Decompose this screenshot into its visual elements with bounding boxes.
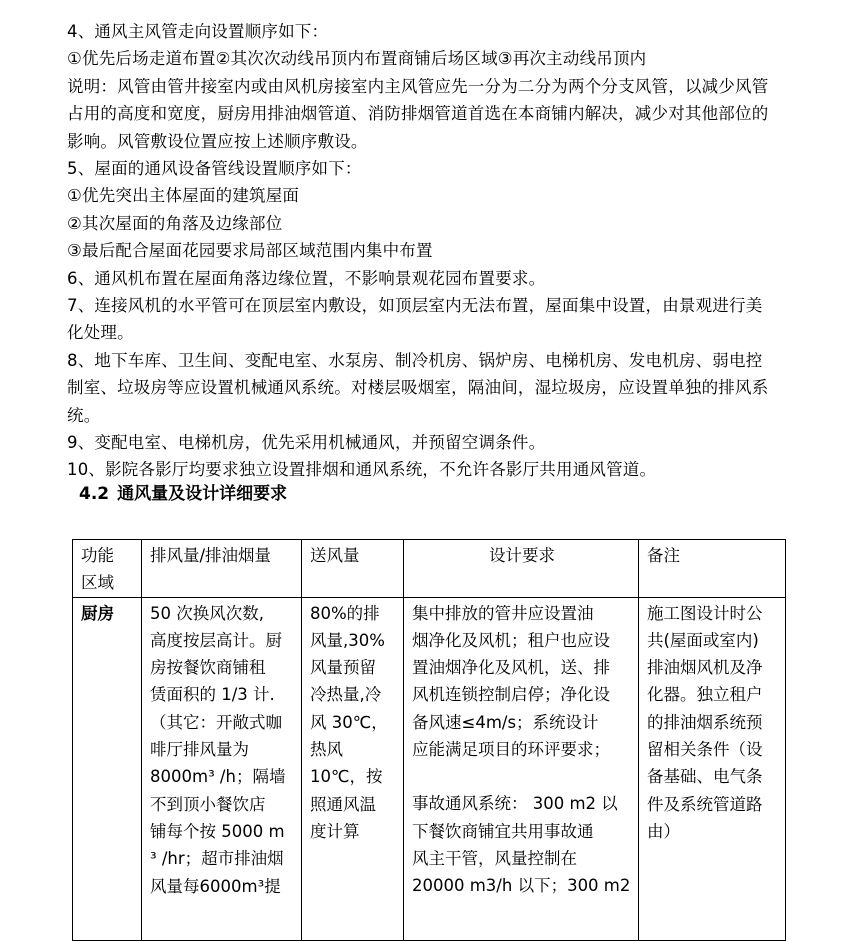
cell-text-line: 件及系统管道路	[647, 794, 763, 814]
cell-text-line: 风量,30%	[310, 630, 385, 650]
cell-text-line: 共(屋面或室内)	[647, 630, 759, 650]
header-supply-volume	[302, 540, 404, 598]
cell-remark	[639, 597, 786, 940]
cell-text-line: 的排油烟系统预	[647, 712, 763, 732]
text-line: ①优先突出主体屋面的建筑屋面	[67, 186, 300, 206]
cell-text-line: 照通风温	[310, 794, 376, 814]
cell-text-line: 备注	[647, 546, 680, 565]
text-line: 5、屋面的通风设备管线设置顺序如下：	[67, 159, 362, 178]
header-design-requirements	[404, 540, 639, 598]
cell-area-kitchen	[73, 597, 142, 940]
cell-text-line: 20000 m3/h 以下；300 m2	[412, 876, 631, 896]
text-line: ③最后配合屋面花园要求局部区域范围内集中布置	[67, 241, 433, 261]
paragraph-item-8	[67, 347, 793, 429]
paragraph-item-7	[67, 292, 793, 347]
paragraph-item-10	[67, 456, 793, 483]
cell-exhaust	[142, 597, 302, 940]
cell-text-line: 风量预留	[310, 658, 376, 678]
cell-text-line: 啡厅排风量为	[150, 740, 249, 760]
cell-text-line: 事故通风系统： 300 m2 以	[412, 794, 618, 814]
cell-text-line: 10℃，按	[310, 767, 383, 787]
cell-text-line: 热风	[310, 740, 343, 760]
cell-text-line: 风机连锁控制启停；净化设	[412, 685, 610, 705]
text-line: 4、通风主风管走向设置顺序如下：	[67, 22, 329, 41]
text-line: ①优先后场走道布置②其次次动线吊顶内布置商铺后场区域③再次主动线吊顶内	[67, 49, 647, 69]
cell-text-line: 由）	[647, 821, 680, 841]
cell-text-line: 不到顶小餐饮店	[150, 794, 266, 814]
cell-text-line: 排风量/排油烟量	[150, 546, 272, 565]
cell-text-line: 区域	[81, 573, 114, 593]
cell-text-line: 送风量	[310, 546, 360, 565]
header-function-area	[73, 540, 142, 598]
text-line: 7、连接风机的水平管可在顶层室内敷设，如顶层室内无法布置，屋面集中设置，由景观进行美	[67, 296, 763, 315]
cell-text-line: 50 次换风次数,	[150, 603, 264, 623]
text-line: ②其次屋面的角落及边缘部位	[67, 213, 283, 233]
ventilation-requirements-table	[72, 539, 786, 941]
cell-text-line: 化器。独立租户	[647, 685, 763, 705]
cell-text-line: 度计算	[310, 821, 360, 841]
cell-text-line: 风主干管，风量控制在	[412, 848, 577, 868]
paragraph-item-9	[67, 429, 793, 456]
text-line: 10、影院各影厅均要求独立设置排烟和通风系统，不允许各影厅共用通风管道。	[67, 460, 657, 480]
cell-text-line: 厨房	[81, 603, 114, 623]
section-heading	[79, 482, 287, 506]
cell-text-line: 冷热量,冷	[310, 685, 382, 705]
paragraph-item-6	[67, 265, 793, 292]
section-title: 通风量及设计详细要求	[117, 484, 288, 504]
paragraph-item-4	[67, 18, 793, 155]
cell-text-line: 高度按层高计。厨	[150, 630, 282, 650]
header-exhaust-volume	[142, 540, 302, 598]
table-row	[73, 597, 786, 940]
text-line: 化处理。	[67, 323, 134, 343]
cell-text-line: 铺每个按 5000 m	[150, 821, 285, 841]
cell-text-line: 排油烟风机及净	[647, 658, 763, 678]
cell-text-line: 风 30℃，	[310, 712, 388, 732]
text-line: 占用的高度和宽度，厨房用排油烟管道、消防排烟管道首选在本商铺内解决，减少对其他部位的	[67, 104, 769, 124]
cell-supply	[302, 597, 404, 940]
cell-text-line: （其它：开敞式咖	[150, 712, 282, 732]
cell-text-line: 备基础、电气条	[647, 767, 763, 787]
cell-text-line: 风量每6000m³提	[150, 876, 281, 896]
cell-text-line: 集中排放的管井应设置油	[412, 603, 594, 623]
paragraph-item-5	[67, 155, 793, 265]
cell-text-line: 备风速≤4m/s；系统设计	[412, 712, 599, 732]
table-header-row	[73, 540, 786, 598]
blank-line	[412, 763, 632, 790]
cell-text-line: 烟净化及风机；租户也应设	[412, 630, 610, 650]
text-line: 说明：风管由管井接室内或由风机房接室内主风管应先一分为二分为两个分支风管，以减少风管	[67, 76, 769, 96]
cell-text-line: 置油烟净化及风机，送、排	[412, 658, 610, 678]
header-remarks	[639, 540, 786, 598]
cell-text-line: 留相关条件（设	[647, 740, 763, 760]
text-line: 影响。风管敷设位置应按上述顺序敷设。	[67, 131, 368, 151]
cell-text-line: 下餐饮商铺宜共用事故通	[412, 821, 594, 841]
text-line: 8、地下车库、卫生间、变配电室、水泵房、制冷机房、锅炉房、电梯机房、发电机房、弱电控	[67, 350, 763, 370]
text-line: 制室、垃圾房等应设置机械通风系统。对楼层吸烟室，隔油间，湿垃圾房，应设置单独的排风系	[67, 378, 769, 398]
cell-text-line: 房按餐饮商铺租	[150, 658, 266, 678]
cell-text-line: 8000m³ /h；隔墙	[150, 767, 286, 787]
text-line: 6、通风机布置在屋面角落边缘位置，不影响景观花园布置要求。	[67, 268, 546, 288]
cell-text-line: 功能	[81, 546, 114, 565]
cell-text-line: 应能满足项目的环评要求；	[412, 740, 610, 760]
cell-text-line: ³ /hr；超市排油烟	[150, 849, 284, 869]
cell-text-line: 设计要求	[489, 546, 555, 565]
text-line: 统。	[67, 405, 101, 425]
cell-text-line: 80%的排	[310, 603, 380, 623]
cell-text-line: 施工图设计时公	[647, 603, 763, 623]
section-number: 4.2	[79, 484, 110, 504]
text-line: 9、变配电室、电梯机房，优先采用机械通风，并预留空调条件。	[67, 433, 546, 452]
cell-text-line: 赁面积的 1/3 计.	[150, 685, 275, 705]
cell-design	[404, 597, 639, 940]
clipped-text-fragment	[90, 0, 130, 4]
